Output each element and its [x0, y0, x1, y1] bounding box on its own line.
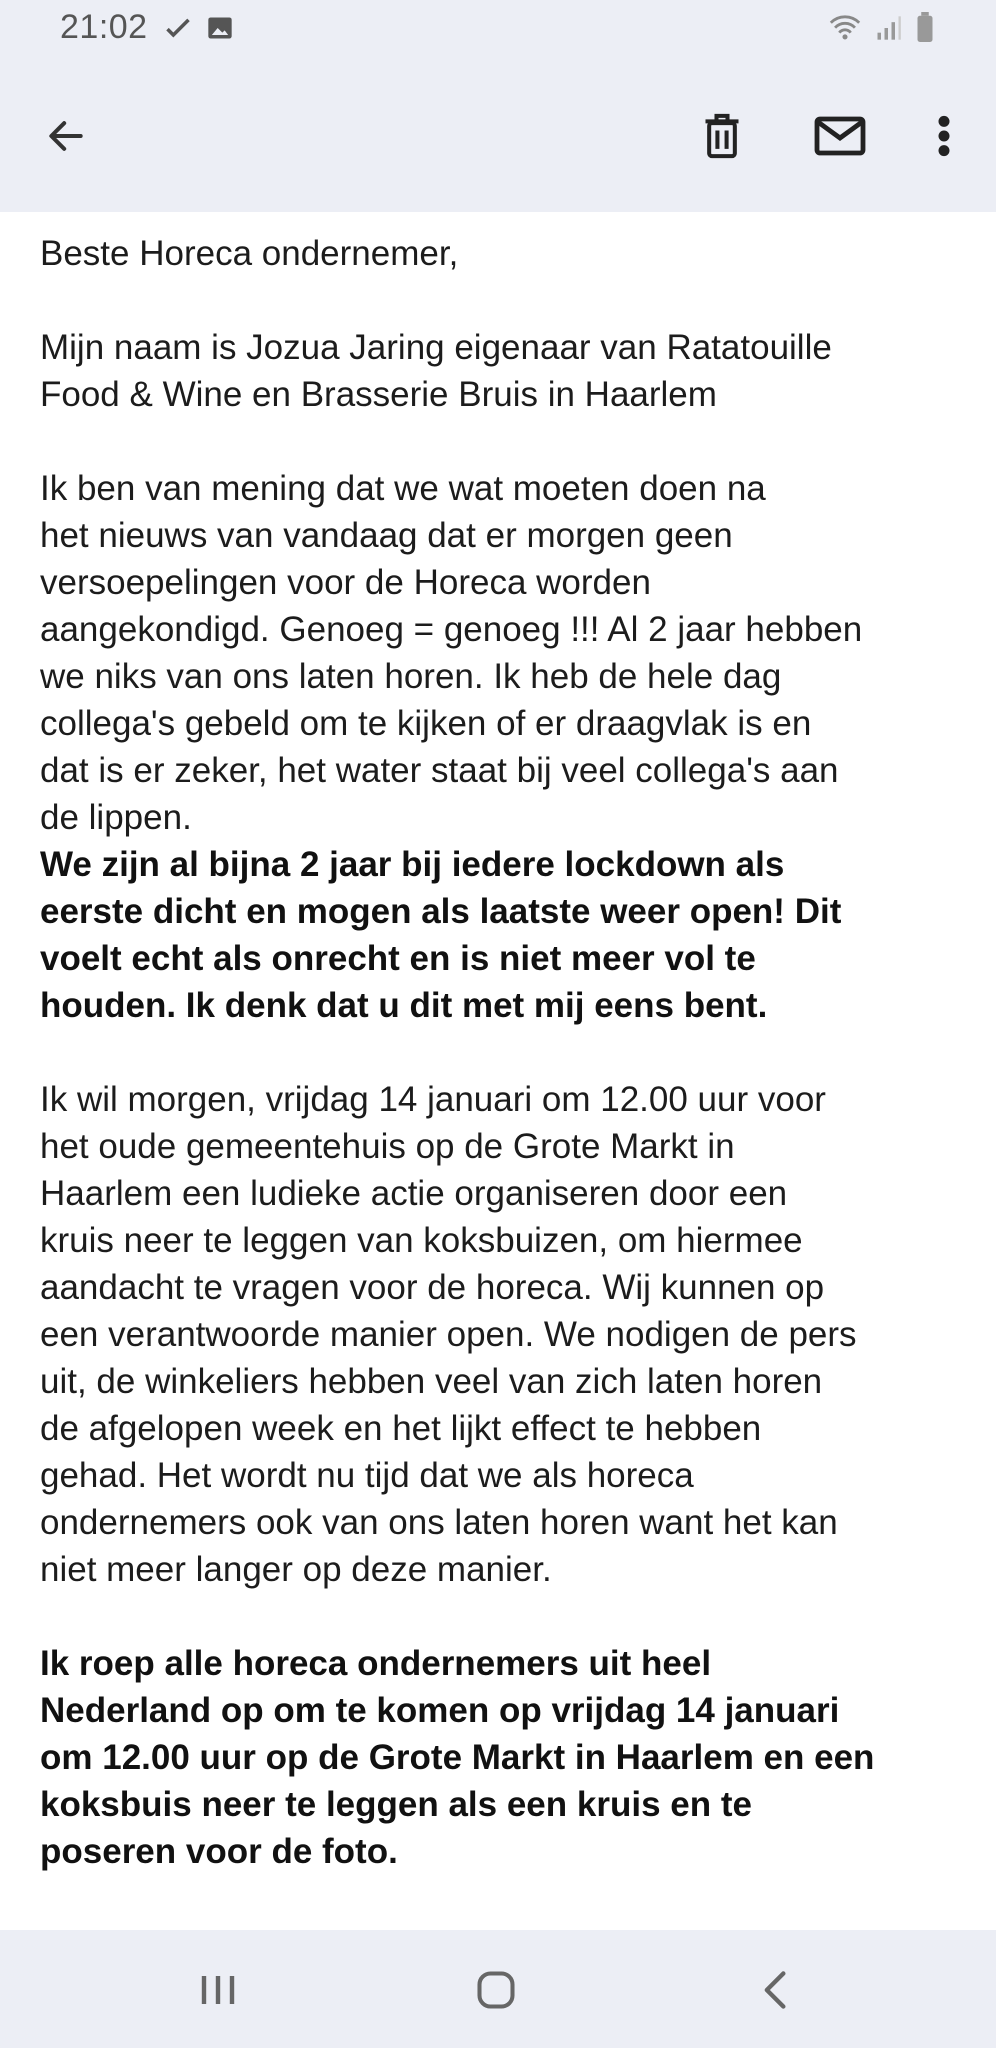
delete-button[interactable] — [690, 104, 754, 168]
back-arrow-icon — [44, 114, 88, 158]
email-paragraph: Ik ben van mening dat we wat moeten doen na het nieuws van vandaag dat er morgen geen versoepelingen voor de Horeca worden aangekondigd. Genoeg = genoeg !!! Al 2 jaar hebben we niks van ons laten horen. Ik heb de hele dag collega's gebeld om te kijken of er draagvlak is en dat is er zeker, het water staat bij veel collega's aan de lippen. — [40, 469, 863, 837]
email-body — [40, 230, 970, 1875]
nav-back-icon — [758, 1968, 794, 2012]
email-bold-paragraph: We zijn al bijna 2 jaar bij iedere lockdown als eerste dicht en mogen als laatste weer open! Dit voelt echt als onrecht en is niet meer vol te houden. Ik denk dat u dit met mij eens bent. — [40, 845, 842, 1025]
status-bar — [0, 0, 996, 64]
signal-icon — [874, 14, 902, 47]
trash-icon — [700, 112, 744, 160]
image-icon — [206, 14, 234, 47]
battery-icon — [914, 12, 936, 47]
recents-icon — [198, 1972, 238, 2008]
back-button[interactable] — [34, 104, 98, 168]
mark-unread-button[interactable] — [808, 104, 872, 168]
wifi-icon — [828, 12, 862, 47]
navigation-bar — [0, 1930, 996, 2048]
email-intro: Mijn naam is Jozua Jaring eigenaar van Ratatouille Food & Wine en Brasserie Bruis in Haarlem — [40, 328, 832, 414]
email-paragraph: Ik wil morgen, vrijdag 14 januari om 12.00 uur voor het oude gemeentehuis op de Grote Markt in Haarlem een ludieke actie organiseren door een kruis neer te leggen van koksbuizen, om hiermee aandacht te vragen voor de horeca. Wij kunnen op een verantwoorde manier open. We nodigen de pers uit, de winkeliers hebben veel van zich laten horen de afgelopen week en het lijkt effect te hebben gehad. Het wordt nu tijd dat we als horeca ondernemers ook van ons laten horen want het kan niet meer langer op deze manier. — [40, 1080, 857, 1589]
home-icon — [474, 1968, 518, 2012]
mail-icon — [814, 116, 866, 156]
home-button[interactable] — [466, 1960, 526, 2020]
recents-button[interactable] — [188, 1960, 248, 2020]
status-time: 21:02 — [60, 8, 148, 46]
more-vert-icon — [936, 114, 952, 158]
app-bar — [0, 64, 996, 212]
check-icon — [164, 14, 192, 47]
more-options-button[interactable] — [912, 104, 976, 168]
email-bold-paragraph: Ik roep alle horeca ondernemers uit heel Nederland op om te komen op vrijdag 14 januari om 12.00 uur op de Grote Markt in Haarlem en een koksbuis neer te leggen als een kruis en te poseren voor de foto. — [40, 1644, 875, 1871]
email-greeting: Beste Horeca ondernemer, — [40, 234, 459, 273]
nav-back-button[interactable] — [746, 1960, 806, 2020]
email-content — [0, 212, 996, 1930]
